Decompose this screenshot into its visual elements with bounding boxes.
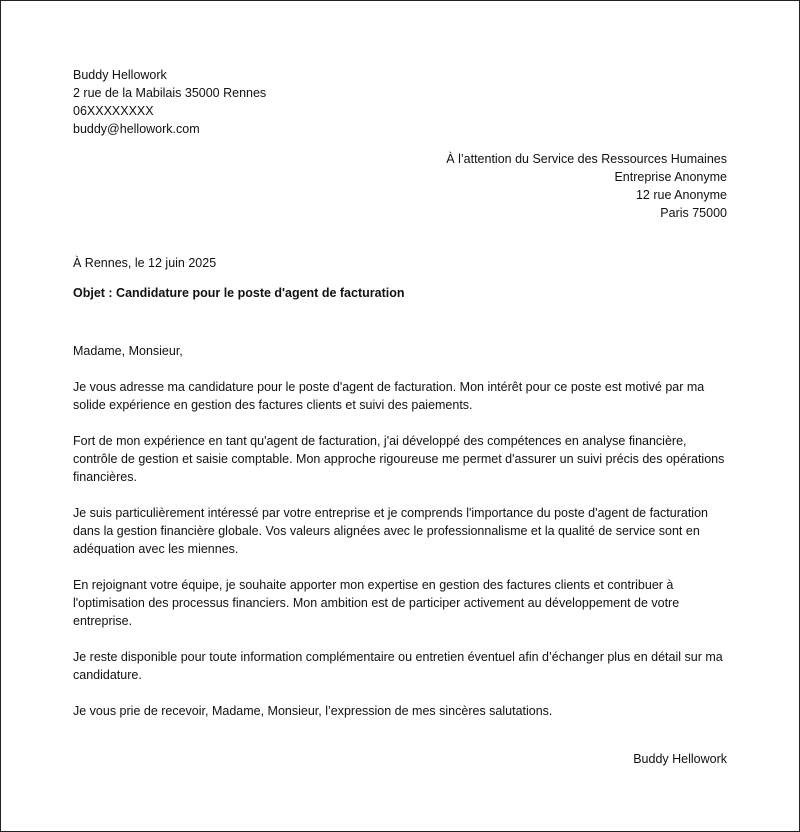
sender-phone: 06XXXXXXXX [73,104,154,118]
sender-name: Buddy Hellowork [73,68,167,82]
closing-paragraph: Je vous prie de recevoir, Madame, Monsieur, l’expression de mes sincères salutations. [73,704,553,718]
body-paragraph: Je vous adresse ma candidature pour le poste d'agent de facturation. Mon intérêt pour ce poste est motivé par ma solide expérience en gestion des factures clients et suivi des paiements. [73,380,705,412]
body-paragraph: Fort de mon expérience en tant qu'agent de facturation, j'ai développé des compétences en analyse financière, contrôle de gestion et saisie comptable. Mon approche rigoureuse me permet d'assurer un suivi précis des opérations financières. [73,434,725,484]
subject-line: Objet : Candidature pour le poste d'agent de facturation [73,286,405,300]
body-paragraph: Je suis particulièrement intéressé par votre entreprise et je comprends l'importance du poste d'agent de facturation dans la gestion financière globale. Vos valeurs alignées avec le professionnalisme et la qualité de service sont en adéquation avec les miennes. [73,506,708,556]
body-paragraph: Je reste disponible pour toute information complémentaire ou entretien éventuel afin d’échanger plus en détail sur ma candidature. [73,650,723,682]
recipient-attention: À l’attention du Service des Ressources Humaines [446,152,727,166]
recipient-company: Entreprise Anonyme [614,170,727,184]
sender-address: 2 rue de la Mabilais 35000 Rennes [73,86,267,100]
recipient-street: 12 rue Anonyme [635,188,727,202]
body-paragraph: En rejoignant votre équipe, je souhaite apporter mon expertise en gestion des factures clients et contribuer à l'optimisation des processus financiers. Mon ambition est de participer activement au développement de votre entreprise. [73,578,680,628]
recipient-block [446,150,727,222]
recipient-city: Paris 75000 [660,206,727,220]
date-line: À Rennes, le 12 juin 2025 [73,256,217,270]
sender-email: buddy@hellowork.com [73,122,200,136]
signature: Buddy Hellowork [633,752,727,766]
salutation: Madame, Monsieur, [73,344,183,358]
sender-block [73,66,266,138]
letter-body [73,342,733,738]
